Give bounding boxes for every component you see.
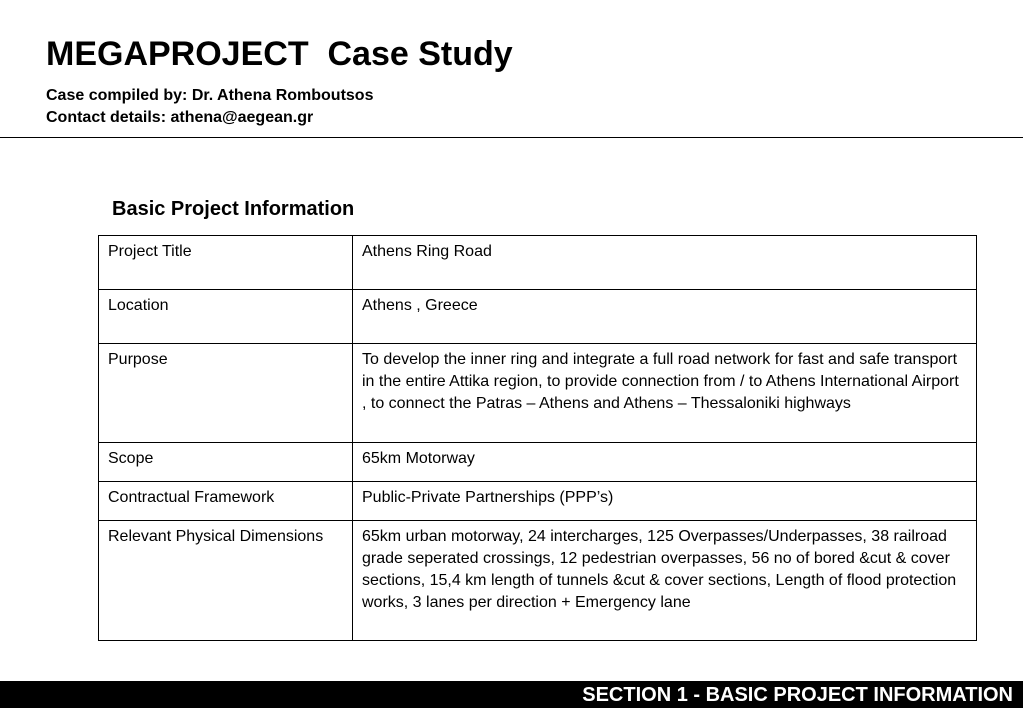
footer-section-label: SECTION 1 - BASIC PROJECT INFORMATION: [582, 684, 1013, 706]
table-row: [99, 236, 977, 290]
header-divider: [0, 137, 1023, 138]
table-row: [99, 521, 977, 641]
section-heading: Basic Project Information: [112, 198, 355, 220]
row-value: Athens , Greece: [353, 290, 977, 344]
table-row: [99, 344, 977, 443]
row-label: Scope: [99, 443, 353, 482]
row-label: Project Title: [99, 236, 353, 290]
contact-details-text: Contact details: athena@aegean.gr: [46, 109, 314, 126]
row-value: To develop the inner ring and integrate a full road network for fast and safe transport in the entire Attika region, to provide connection from / to Athens International Airport , to connect the Patras – Athens and Athens – Thessaloniki highways: [353, 344, 977, 443]
page-title: MEGAPROJECT Case Study: [46, 35, 513, 73]
row-value: Public-Private Partnerships (PPP’s): [353, 482, 977, 521]
compiled-by-text: Case compiled by: Dr. Athena Romboutsos: [46, 87, 374, 104]
table-row: [99, 482, 977, 521]
row-value: 65km urban motorway, 24 intercharges, 125 Overpasses/Underpasses, 38 railroad grade seperated crossings, 12 pedestrian overpasses, 56 no of bored &cut & cover sections, 15,4 km length of tunnels &cut & cover sections, Length of flood protection works, 3 lanes per direction + Emergency lane: [353, 521, 977, 641]
table-row: [99, 290, 977, 344]
row-label: Purpose: [99, 344, 353, 443]
row-label: Contractual Framework: [99, 482, 353, 521]
footer-bar: [0, 681, 1023, 708]
row-label: Relevant Physical Dimensions: [99, 521, 353, 641]
row-label: Location: [99, 290, 353, 344]
table-row: [99, 443, 977, 482]
project-info-table: [98, 235, 977, 641]
row-value: Athens Ring Road: [353, 236, 977, 290]
row-value: 65km Motorway: [353, 443, 977, 482]
